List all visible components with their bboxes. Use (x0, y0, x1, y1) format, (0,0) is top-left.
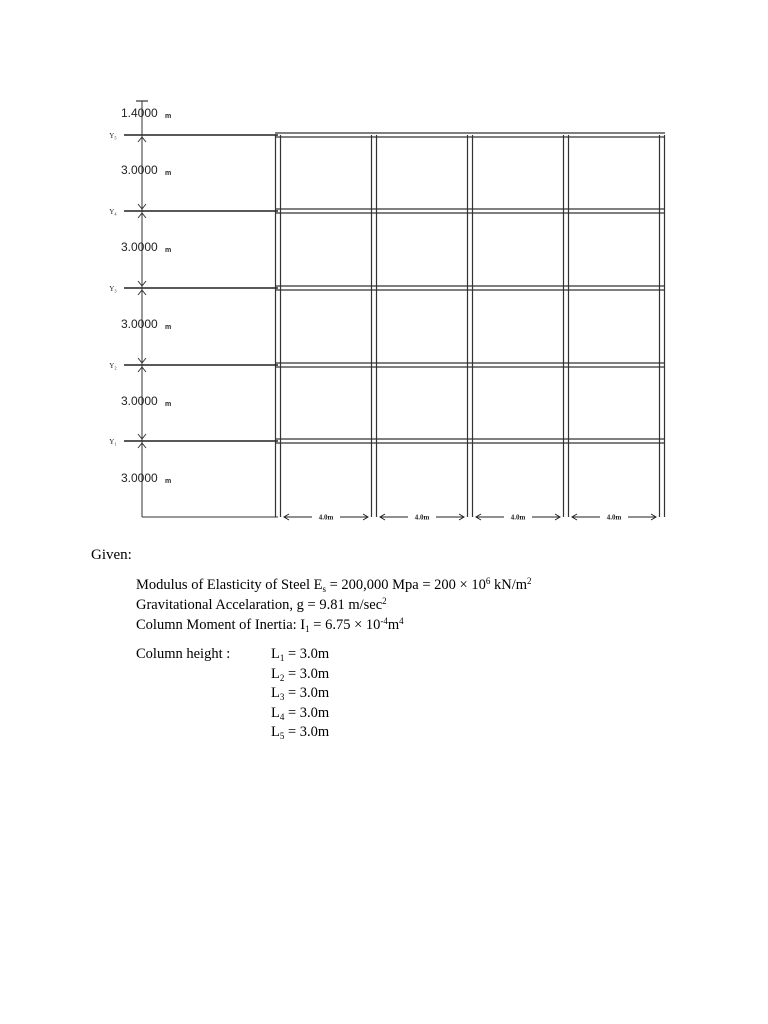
gravity-exp: 2 (382, 596, 387, 606)
height-value: = 3.0m (284, 724, 330, 740)
column-height-row (271, 665, 329, 685)
modulus-row (136, 575, 532, 595)
dimension-unit: m (165, 170, 172, 177)
inertia-unit-exp: 4 (399, 616, 404, 626)
height-sub: 3 (279, 692, 285, 702)
dimension-unit: m (165, 401, 172, 408)
inertia-prefix: Column Moment of Inertia: I (136, 617, 306, 633)
height-symbol: L (271, 646, 280, 662)
level-label: Y₂ (109, 362, 117, 370)
inertia-row (136, 615, 532, 635)
modulus-middle: = 200,000 Mpa = 200 × 10 (325, 577, 486, 593)
modulus-unit-exp: 2 (527, 576, 532, 586)
inertia-unit: m (387, 617, 400, 633)
dimension-unit: m (165, 324, 172, 331)
column-height-row (271, 723, 329, 743)
given-title: Given: (91, 547, 132, 563)
height-symbol: L (271, 704, 280, 721)
span-label: 4.0m (510, 513, 526, 522)
span-label: 4.0m (318, 513, 334, 522)
dimension-unit: m (165, 478, 172, 485)
height-value: = 3.0m (284, 665, 330, 682)
modulus-exp: 6 (485, 576, 491, 586)
height-value: = 3.0m (284, 646, 330, 662)
span-label: 4.0m (606, 513, 622, 522)
column-height-row (271, 704, 329, 724)
height-symbol: L (271, 685, 280, 701)
modulus-suffix: kN/m (490, 577, 528, 593)
story-dimension-label: 3.0000 (121, 317, 158, 331)
height-sub: 4 (279, 711, 285, 722)
modulus-prefix: Modulus of Elasticity of Steel E (136, 577, 323, 593)
level-label: Y₁ (109, 438, 117, 446)
height-value: = 3.0m (284, 704, 330, 721)
dimension-unit: m (165, 113, 172, 120)
inertia-middle: = 6.75 × 10 (309, 617, 381, 633)
story-dimension-label: 3.0000 (121, 394, 158, 408)
column-height-row (271, 684, 329, 704)
height-symbol: L (271, 665, 280, 682)
dimension-unit: m (165, 247, 172, 254)
height-value: = 3.0m (284, 685, 330, 701)
inertia-sub: 1 (305, 624, 310, 634)
column-height-row (271, 645, 329, 665)
top-dimension-label: 1.4000 (121, 106, 158, 120)
story-dimension-label: 3.0000 (121, 163, 158, 177)
given-properties (136, 575, 532, 635)
gravity-row (136, 595, 532, 615)
level-label: Y₃ (109, 285, 117, 293)
height-symbol: L (271, 724, 280, 740)
column-height-list (271, 645, 329, 743)
gravity-text: Gravitational Accelaration, g = 9.81 m/sec (136, 597, 383, 613)
height-sub: 2 (279, 672, 285, 683)
story-dimension-label: 3.0000 (121, 240, 158, 254)
modulus-sub: s (322, 584, 326, 594)
span-label: 4.0m (414, 513, 430, 522)
level-label: Y₅ (109, 132, 117, 140)
column-height-label: Column height : (136, 646, 231, 662)
inertia-exp: -4 (380, 616, 388, 626)
height-sub: 1 (279, 653, 285, 663)
story-dimension-label: 3.0000 (121, 471, 158, 485)
level-label: Y₄ (109, 208, 117, 216)
height-sub: 5 (279, 731, 285, 741)
